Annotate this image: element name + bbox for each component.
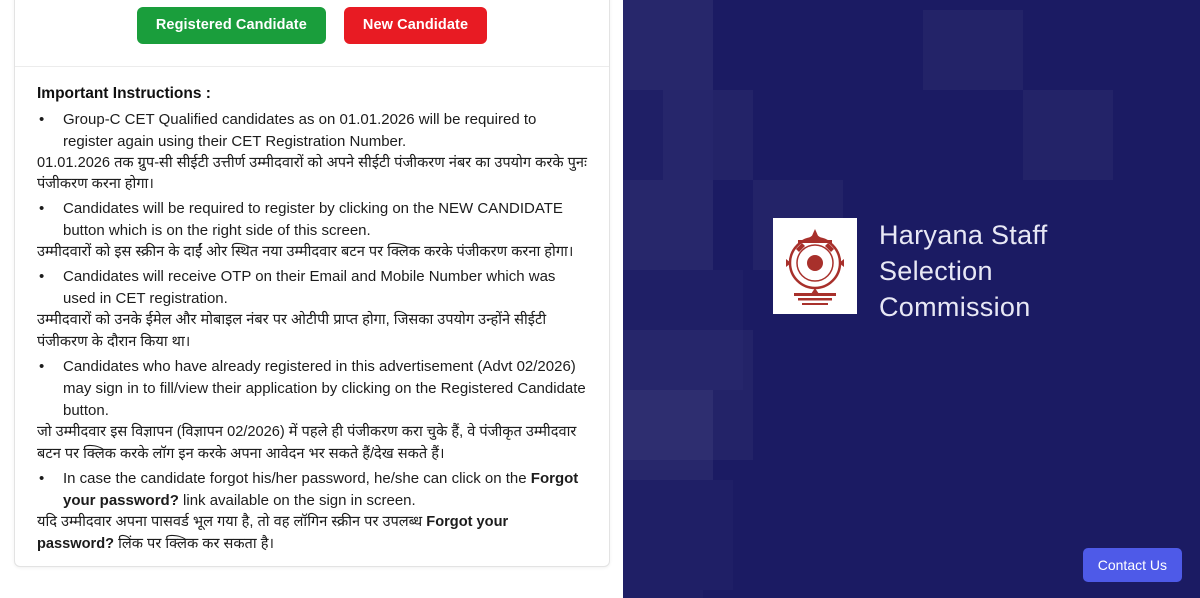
decorative-square bbox=[623, 590, 703, 598]
right-panel bbox=[623, 0, 1200, 598]
instruction-text-hi: 01.01.2026 तक ग्रुप-सी सीईटी उत्तीर्ण उम्मीदवारों को अपने सीईटी पंजीकरण नंबर का उपयोग करके पुनः पंजीकरण करना होगा। bbox=[37, 154, 587, 193]
candidate-button-row bbox=[15, 0, 609, 67]
brand-title: Haryana Staff Selection Commission bbox=[879, 220, 1048, 322]
instruction-text-en: Candidates will be required to register by clicking on the NEW CANDIDATE button which is on the right side of this screen. bbox=[63, 200, 563, 240]
instruction-text-hi: उम्मीदवारों को उनके ईमेल और मोबाइल नंबर पर ओटीपी प्राप्त होगा, जिसका उपयोग उन्होंने सीईटी पंजीकरण के दौरान किया था। bbox=[37, 312, 547, 351]
login-card bbox=[14, 0, 610, 567]
decorative-square bbox=[923, 10, 1023, 90]
instruction-item bbox=[37, 109, 587, 197]
decorative-square bbox=[623, 0, 713, 90]
haryana-government-emblem-icon bbox=[773, 218, 857, 314]
decorative-square bbox=[623, 180, 713, 270]
forgot-password-link-hi[interactable]: Forgot your password? bbox=[37, 514, 509, 553]
decorative-square bbox=[1023, 90, 1113, 180]
instruction-text-hi: उम्मीदवारों को इस स्क्रीन के दाईं ओर स्थित नया उम्मीदवार बटन पर क्लिक करके पंजीकरण करना होगा। bbox=[37, 244, 574, 261]
instruction-text-en: Candidates will receive OTP on their Email and Mobile Number which was used in CET registration. bbox=[63, 268, 556, 308]
bullet-dot-icon: • bbox=[39, 110, 45, 128]
forgot-pre-text-hi: यदि उम्मीदवार अपना पासवर्ड भूल गया है, तो वह लॉगिन स्क्रीन पर उपलब्ध bbox=[37, 514, 427, 531]
bullet-dot-icon: • bbox=[39, 268, 45, 286]
instruction-text-en bbox=[37, 468, 587, 512]
forgot-post-text: link available on the sign in screen. bbox=[178, 492, 416, 510]
instruction-text-hi bbox=[37, 512, 587, 556]
instruction-text-en: Group-C CET Qualified candidates as on 01.01.2026 will be required to register again using their CET Registration Number. bbox=[63, 110, 537, 150]
bullet-dot-icon: • bbox=[39, 200, 45, 218]
instruction-item-forgot-password bbox=[37, 468, 587, 556]
instruction-item bbox=[37, 198, 587, 264]
forgot-post-text-hi: लिंक पर क्लिक कर सकता है। bbox=[114, 536, 274, 553]
bullet-dot-icon: • bbox=[39, 470, 45, 488]
registered-candidate-button[interactable]: Registered Candidate bbox=[137, 7, 326, 44]
brand-block bbox=[773, 218, 1109, 326]
decorative-square bbox=[623, 480, 733, 590]
forgot-password-link[interactable]: Forgot your password? bbox=[63, 470, 579, 510]
instructions-section bbox=[15, 67, 609, 567]
forgot-pre-text: In case the candidate forgot his/her password, he/she can click on the bbox=[63, 470, 531, 488]
contact-us-button[interactable]: Contact Us bbox=[1083, 548, 1182, 582]
instruction-item bbox=[37, 356, 587, 466]
new-candidate-button[interactable]: New Candidate bbox=[344, 7, 487, 44]
bullet-dot-icon: • bbox=[39, 358, 45, 376]
instruction-text-en: Candidates who have already registered in this advertisement (Advt 02/2026) may sign in to fill/view their application by clicking on the Registered Candidate button. bbox=[63, 358, 586, 420]
instruction-text-hi: जो उम्मीदवार इस विज्ञापन (विज्ञापन 02/2026) में पहले ही पंजीकरण करा चुके हैं, वे पंजीकृत उम्मीदवार बटन पर क्लिक करके लॉग इन करके अपना आवेदन भर सकते हैं/देख सकते हैं। bbox=[37, 424, 577, 463]
instructions-title: Important Instructions : bbox=[37, 84, 211, 102]
instruction-item bbox=[37, 266, 587, 354]
decorative-square bbox=[623, 330, 753, 460]
decorative-square bbox=[663, 90, 753, 180]
